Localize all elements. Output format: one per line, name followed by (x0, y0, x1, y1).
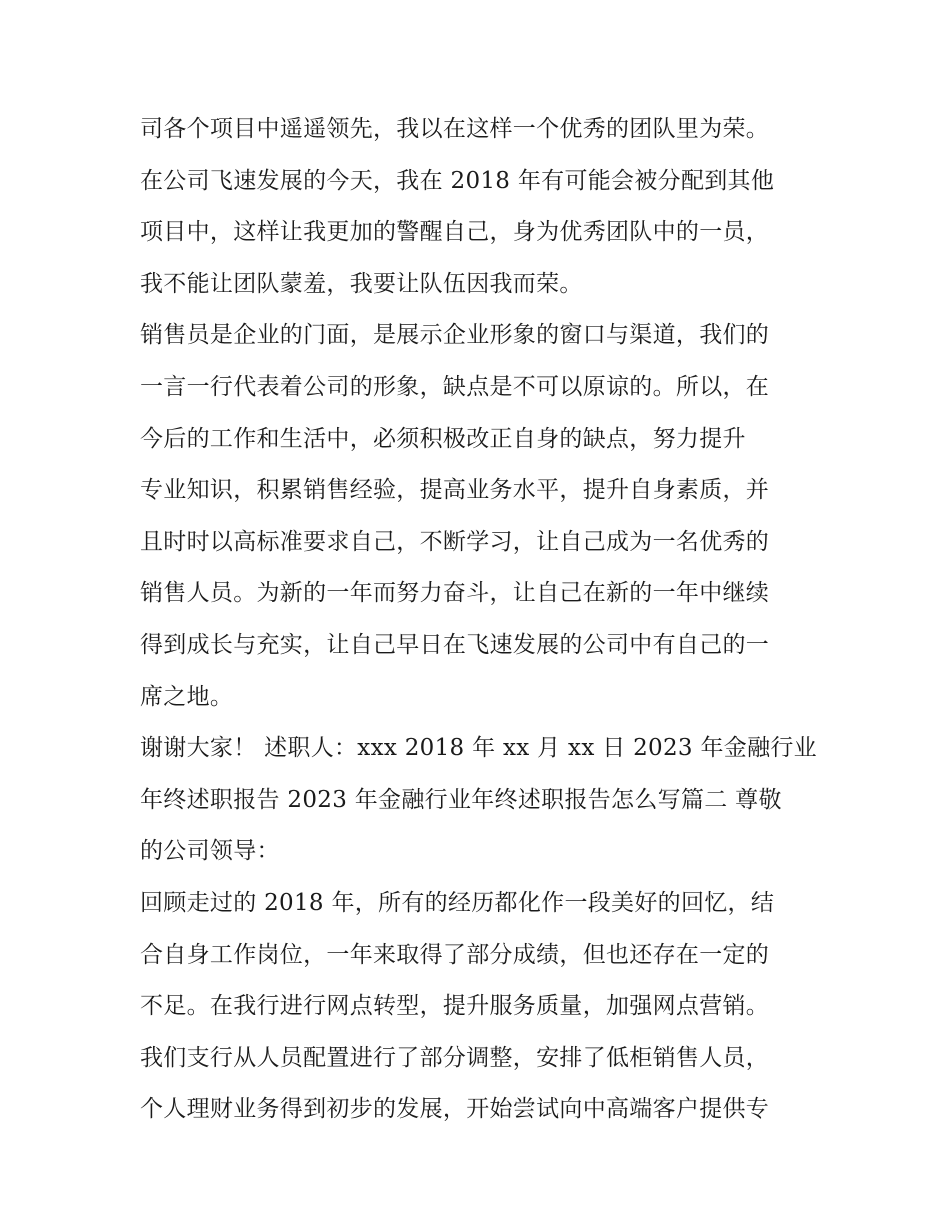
text-line: 一言一行代表着公司的形象，缺点是不可以原谅的。所以，在 (140, 373, 770, 400)
text-line: 司各个项目中遥遥领先，我以在这样一个优秀的团队里为荣。 (140, 116, 770, 142)
document-body (140, 104, 820, 1136)
text-line: 年终述职报告 2023 年金融行业年终述职报告怎么写篇二 尊敬 (140, 786, 782, 813)
text-line: 不足。在我行进行网点转型，提升服务质量，加强网点营销。 (140, 993, 770, 1020)
text-line: 销售人员。为新的一年而努力奋斗，让自己在新的一年中继续 (140, 580, 770, 607)
text-line: 在公司飞速发展的今天，我在 2018 年有可能会被分配到其他 (140, 167, 775, 194)
text-line: 合自身工作岗位，一年来取得了部分成绩，但也还存在一定的 (140, 941, 770, 968)
text-line: 的公司领导： (140, 838, 280, 865)
text-line: 回顾走过的 2018 年，所有的经历都化作一段美好的回忆，结 (140, 889, 775, 916)
text-line: 我不能让团队蒙羞，我要让队伍因我而荣。 (140, 270, 583, 297)
text-line: 得到成长与充实，让自己早日在飞速发展的公司中有自己的一 (140, 631, 770, 658)
text-line: 我们支行从人员配置进行了部分调整，安排了低柜销售人员， (140, 1044, 770, 1071)
text-line: 专业知识，积累销售经验，提高业务水平，提升自身素质，并 (140, 477, 770, 504)
text-line: 今后的工作和生活中，必须积极改正自身的缺点，努力提升 (140, 425, 746, 452)
text-line: 席之地。 (140, 683, 234, 710)
text-line: 项目中，这样让我更加的警醒自己，身为优秀团队中的一员， (140, 219, 770, 246)
text-line: 销售员是企业的门面，是展示企业形象的窗口与渠道，我们的 (140, 322, 770, 349)
text-line: 个人理财业务得到初步的发展，开始尝试向中高端客户提供专 (140, 1096, 770, 1123)
text-line: 且时时以高标准要求自己，不断学习，让自己成为一名优秀的 (140, 528, 770, 555)
text-line: 谢谢大家！ 述职人：xxx 2018 年 xx 月 xx 日 2023 年金融行业 (140, 735, 817, 762)
